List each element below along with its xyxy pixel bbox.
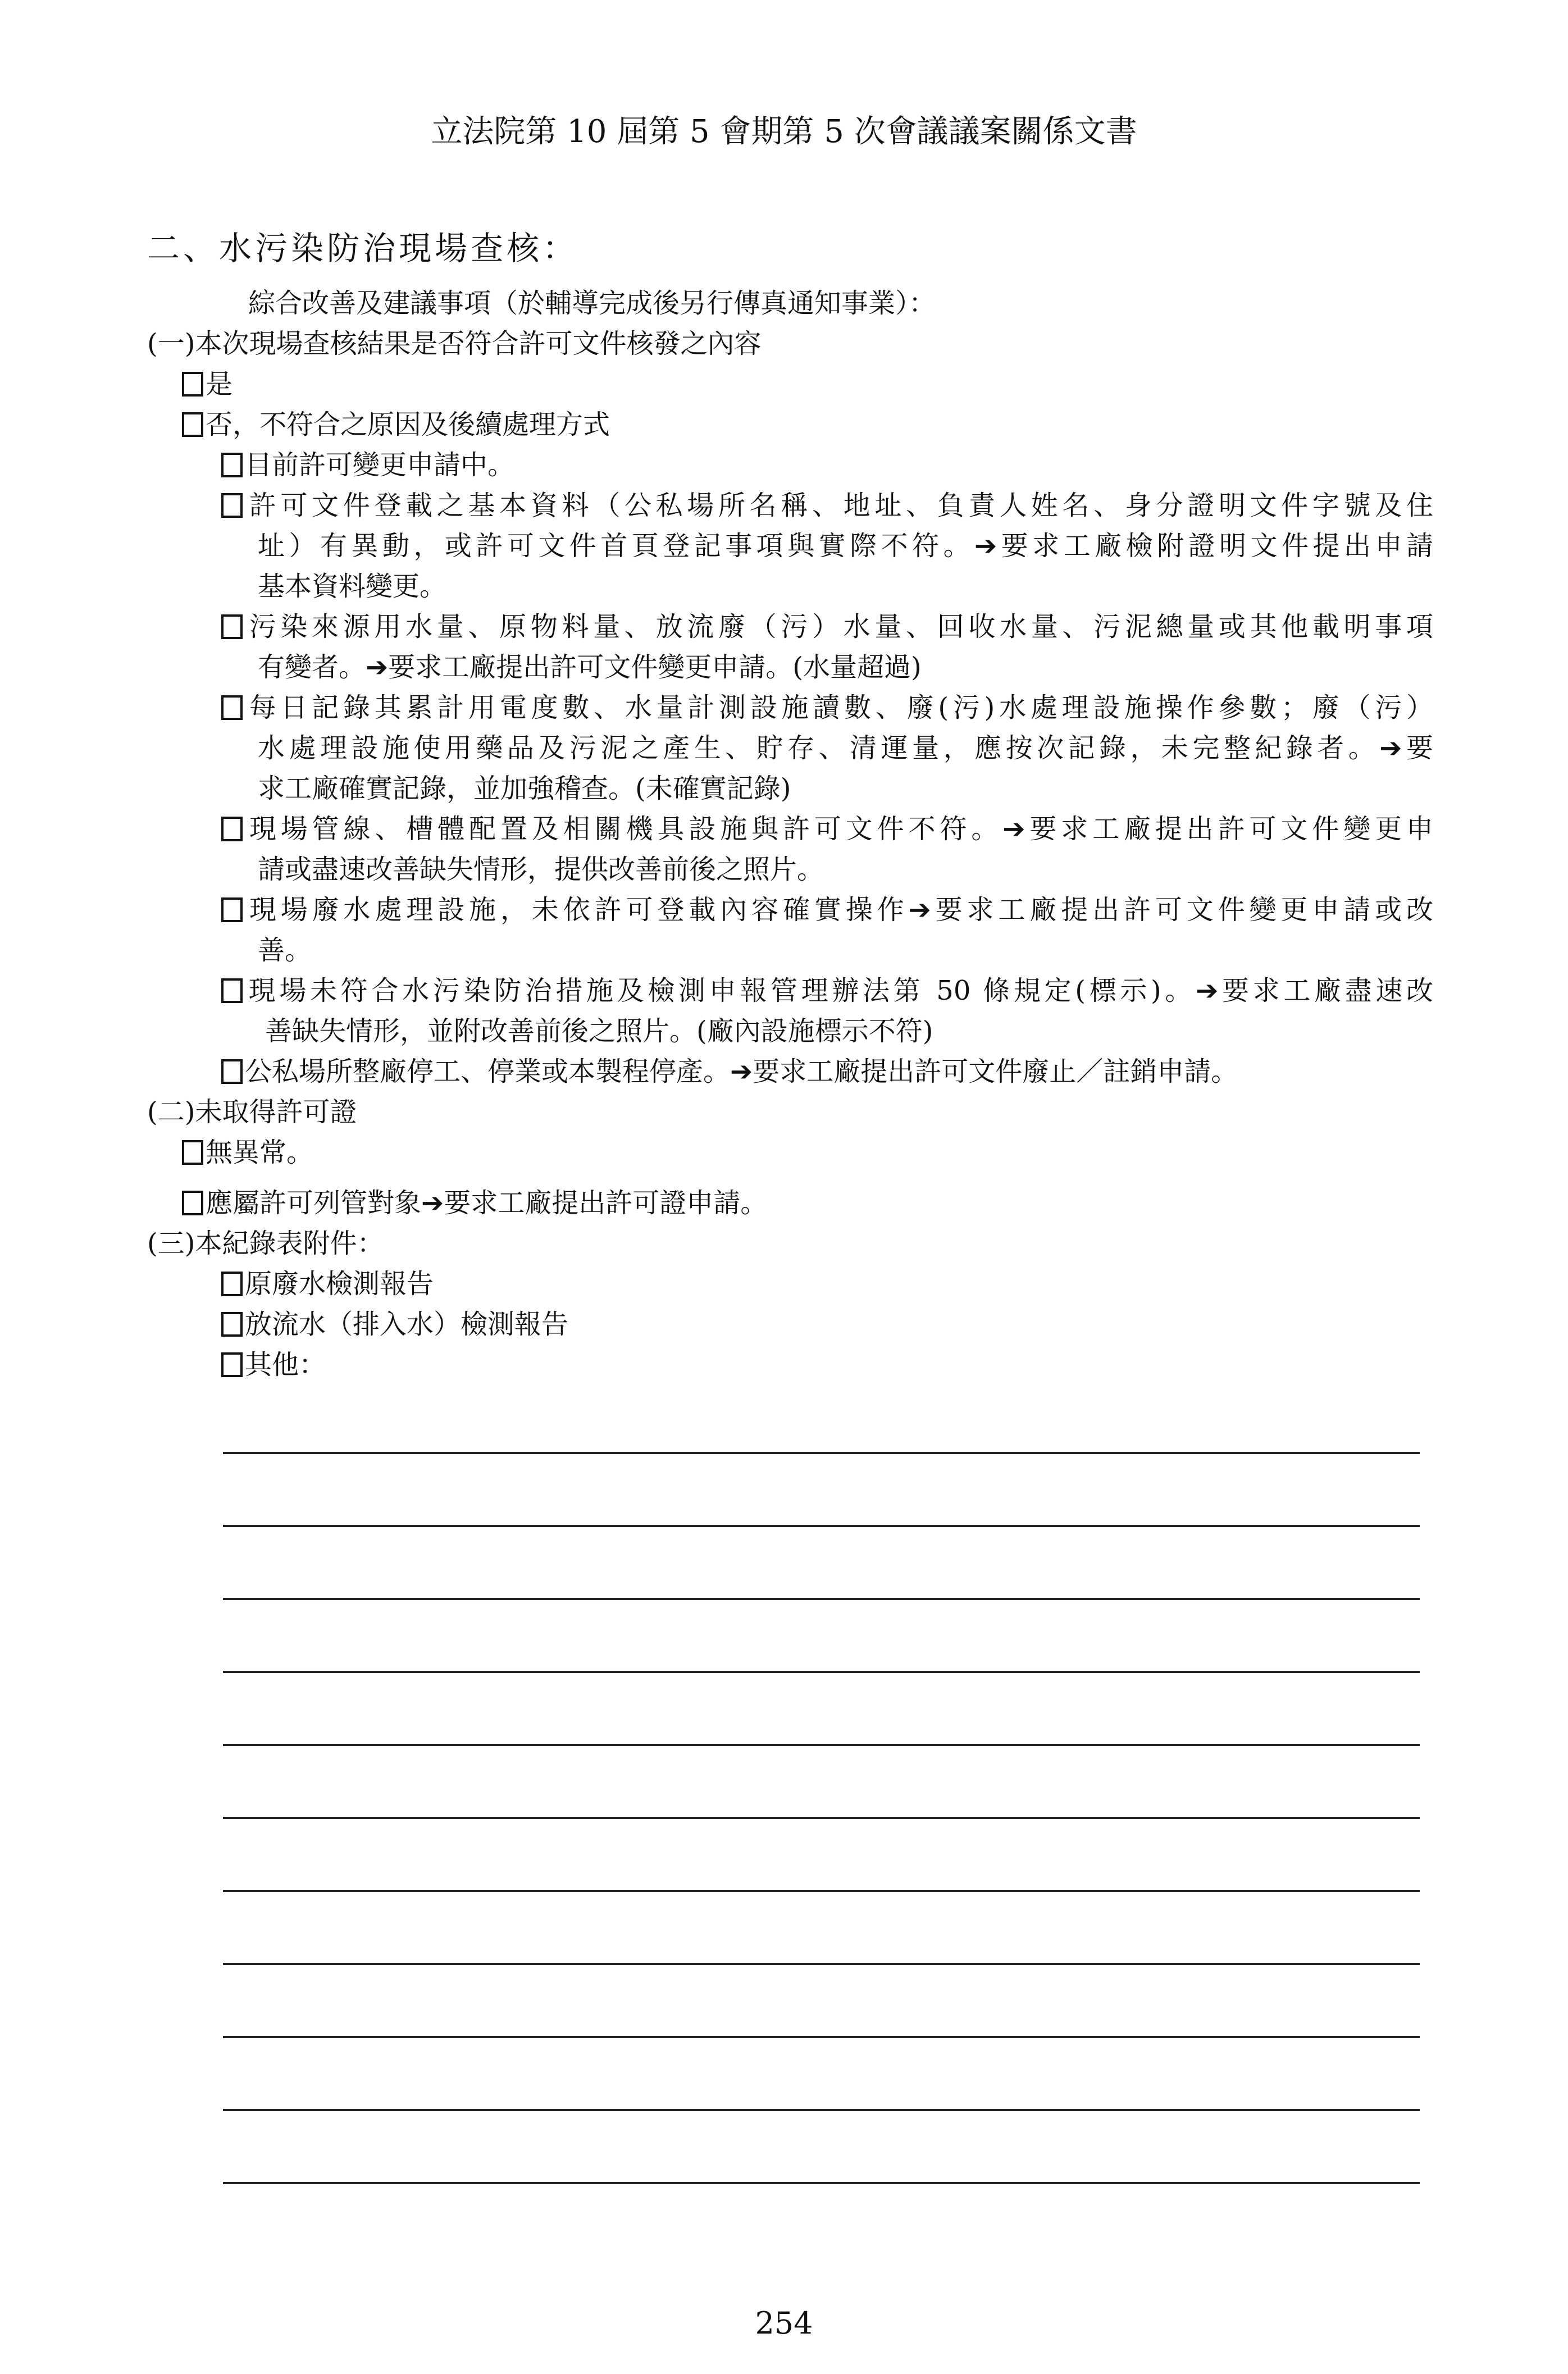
item-text: 現場管線、槽體配置及相關機具設施與許可文件不符。➔要求工廠提出許可文件變更申 [245,813,1433,845]
item-continuation: 善缺失情形，並附改善前後之照片。(廠內設施標示不符) [265,1015,933,1047]
blank-writing-line[interactable] [223,1525,1420,1527]
blank-writing-line[interactable] [223,1671,1420,1673]
item-continuation: 請或盡速改善缺失情形，提供改善前後之照片。 [258,854,824,885]
intro-text: 綜合改善及建議事項（於輔導完成後另行傳真通知事業）： [248,288,936,319]
checkbox[interactable] [221,493,243,518]
item-continuation: 址）有異動，或許可文件首頁登記事項與實際不符。➔要求工廠檢附證明文件提出申請 [258,530,1433,562]
checkbox[interactable] [221,817,243,841]
option-no [147,404,1433,445]
option-label: 原廢水檢測報告 [245,1268,434,1300]
item-text: 每日記錄其累計用電度數、水量計測設施讀數、廢(污)水處理設施操作參數；廢（污） [245,692,1433,723]
section-title: 二、水污染防治現場查核： [147,229,579,267]
no-reason-item [147,809,1433,849]
option-label: 應屬許可列管對象➔要求工廠提出許可證申請。 [206,1187,768,1219]
item-continuation: 有變者。➔要求工廠提出許可文件變更申請。(水量超過) [258,651,922,683]
checkbox[interactable] [221,897,243,922]
item-continuation: 求工廠確實記錄，並加強稽查。(未確實記錄) [258,773,791,804]
option-label: 其他： [245,1349,326,1380]
blank-writing-line[interactable] [223,1598,1420,1600]
option-label: 無異常。 [206,1137,314,1168]
blank-writing-line[interactable] [223,2036,1420,2038]
blank-writing-line[interactable] [223,1744,1420,1746]
no-reason-item [147,607,1433,647]
item-text: 污染來源用水量、原物料量、放流廢（污）水量、回收水量、污泥總量或其他載明事項 [245,611,1433,643]
permit-option [147,1183,1433,1223]
permit-option [147,1132,1433,1173]
checkbox[interactable] [182,412,203,437]
item-text: 許可文件登載之基本資料（公私場所名稱、地址、負責人姓名、身分證明文件字號及住 [245,490,1433,521]
attachment-option [147,1304,1433,1345]
blank-writing-line[interactable] [223,1890,1420,1892]
item-text: 公私場所整廠停工、停業或本製程停產。➔要求工廠提出許可文件廢止／註銷申請。 [245,1056,1238,1087]
no-reason-item [147,890,1433,930]
page-number: 254 [755,2305,813,2341]
checkbox[interactable] [182,1140,203,1165]
no-reason-item [147,687,1433,728]
blank-writing-line[interactable] [223,1963,1420,1965]
checkbox[interactable] [182,1191,203,1215]
checkbox[interactable] [221,1272,243,1296]
option-label: 放流水（排入水）檢測報告 [245,1309,569,1340]
item-text: 目前許可變更申請中。 [245,449,515,481]
checkbox[interactable] [221,1352,243,1377]
item-text: 現場廢水處理設施，未依許可登載內容確實操作➔要求工廠提出許可文件變更申請或改 [245,894,1433,926]
checkbox[interactable] [221,614,243,639]
blank-writing-line[interactable] [223,2109,1420,2111]
option-label: 否，不符合之原因及後續處理方式 [206,409,610,440]
item-text: 現場未符合水污染防治措施及檢測申報管理辦法第 50 條規定(標示)。➔要求工廠盡速改 [245,975,1433,1006]
checkbox[interactable] [182,372,203,397]
option-label: 是 [206,368,233,400]
attachment-option [147,1345,1433,1385]
attachment-option [147,1264,1433,1304]
part2-heading: (二)未取得許可證 [147,1096,357,1128]
blank-writing-line[interactable] [223,1817,1420,1819]
checkbox[interactable] [221,453,243,477]
option-yes [147,364,1433,404]
blank-writing-line[interactable] [223,2182,1420,2184]
checkbox[interactable] [221,1059,243,1084]
item-continuation: 善。 [258,935,312,966]
part1-heading: (一)本次現場查核結果是否符合許可文件核發之內容 [147,328,762,359]
item-continuation: 水處理設施使用藥品及污泥之產生、貯存、清運量，應按次記錄，未完整紀錄者。➔要 [258,732,1433,764]
document-header: 立法院第 10 屆第 5 會期第 5 次會議議案關係文書 [431,113,1137,150]
checklist-body [147,283,1433,1385]
item-continuation: 基本資料變更。 [258,571,447,602]
checkbox[interactable] [221,1312,243,1337]
blank-writing-line[interactable] [223,1452,1420,1454]
no-reason-item [147,445,1433,485]
part3-heading: (三)本紀錄表附件： [147,1228,384,1259]
no-reason-item [147,970,1433,1011]
checkbox[interactable] [221,695,243,720]
checkbox[interactable] [221,978,243,1003]
no-reason-item [147,485,1433,526]
no-reason-item [147,1051,1433,1092]
